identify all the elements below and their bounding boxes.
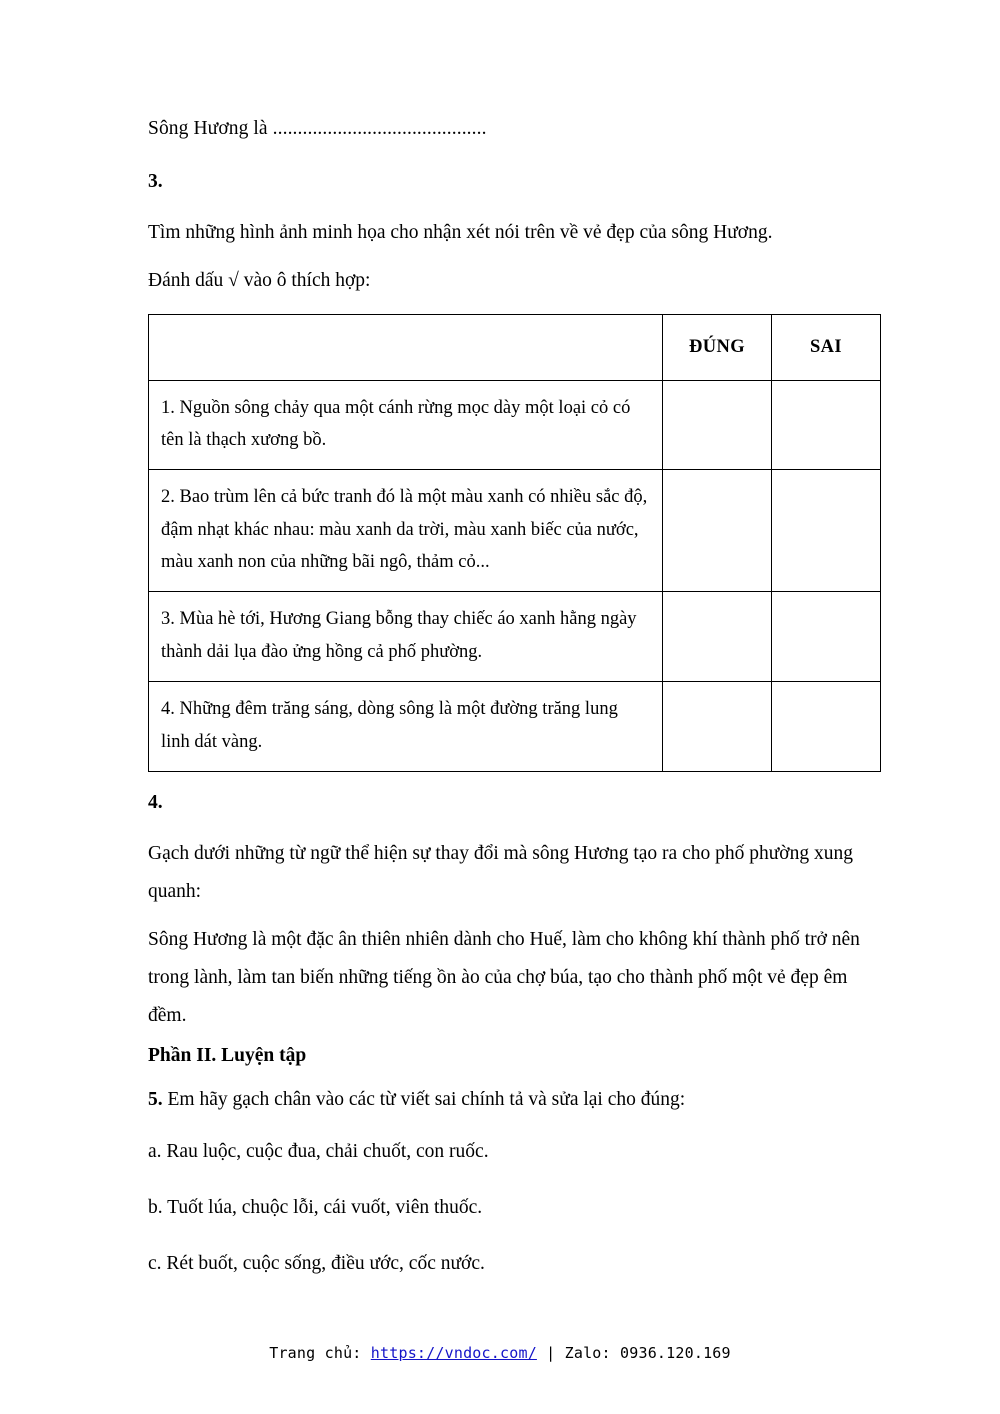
dung-checkbox-cell[interactable] xyxy=(663,592,772,682)
table-row xyxy=(149,592,881,682)
footer-prefix: Trang chủ: xyxy=(269,1344,371,1362)
intro-fill-in-line: Sông Hương là ........................................... xyxy=(148,118,487,139)
table-header-sai: SAI xyxy=(772,315,881,380)
true-false-table-wrapper xyxy=(148,314,860,772)
page-footer xyxy=(0,1344,1000,1362)
table-row xyxy=(149,470,881,592)
list-item: b. Tuốt lúa, chuộc lỗi, cái vuốt, viên thuốc. xyxy=(148,1197,483,1219)
table-header-row xyxy=(149,315,881,380)
table-header-dung: ĐÚNG xyxy=(663,315,772,380)
sai-checkbox-cell[interactable] xyxy=(772,592,881,682)
question-5-number: 5. xyxy=(148,1089,163,1110)
statement-cell: 3. Mùa hè tới, Hương Giang bỗng thay chiếc áo xanh hằng ngày thành dải lụa đào ửng hồng cả phố phường. xyxy=(149,592,663,682)
sai-checkbox-cell[interactable] xyxy=(772,470,881,592)
question-5 xyxy=(148,1081,860,1119)
sai-checkbox-cell[interactable] xyxy=(772,682,881,772)
dung-checkbox-cell[interactable] xyxy=(663,682,772,772)
table-row xyxy=(149,380,881,470)
statement-cell: 2. Bao trùm lên cả bức tranh đó là một màu xanh có nhiều sắc độ, đậm nhạt khác nhau: màu xanh da trời, màu xanh biếc của nước, màu xanh non của những bãi ngô, thảm cỏ... xyxy=(149,470,663,592)
question-3-prompt-line-2: Đánh dấu √ vào ô thích hợp: xyxy=(148,270,371,292)
sai-checkbox-cell[interactable] xyxy=(772,380,881,470)
question-3-prompt-line-1: Tìm những hình ảnh minh họa cho nhận xét nói trên về vẻ đẹp của sông Hương. xyxy=(148,222,773,244)
list-item: a. Rau luộc, cuộc đua, chải chuốt, con ruốc. xyxy=(148,1141,489,1163)
question-4-prompt: Gạch dưới những từ ngữ thể hiện sự thay đổi mà sông Hương tạo ra cho phố phường xung quanh: xyxy=(148,842,853,902)
question-4-number: 4. xyxy=(148,791,163,813)
question-5-text: Em hãy gạch chân vào các từ viết sai chính tả và sửa lại cho đúng: xyxy=(167,1089,686,1110)
footer-link[interactable]: https://vndoc.com/ xyxy=(370,1344,537,1362)
table-header-statement xyxy=(149,315,663,380)
dung-checkbox-cell[interactable] xyxy=(663,380,772,470)
true-false-table xyxy=(148,314,881,772)
question-4-passage: Sông Hương là một đặc ân thiên nhiên dành cho Huế, làm cho không khí thành phố trở nên trong lành, làm tan biến những tiếng ồn ào của chợ búa, tạo cho thành phố một vẻ đẹp êm đềm. xyxy=(148,928,860,1026)
statement-cell: 1. Nguồn sông chảy qua một cánh rừng mọc dày một loại cỏ có tên là thạch xương bồ. xyxy=(149,380,663,470)
question-3-number: 3. xyxy=(148,171,163,193)
statement-cell: 4. Những đêm trăng sáng, dòng sông là một đường trăng lung linh dát vàng. xyxy=(149,682,663,772)
part-2-title: Phần II. Luyện tập xyxy=(148,1045,307,1066)
table-row xyxy=(149,682,881,772)
dung-checkbox-cell[interactable] xyxy=(663,470,772,592)
footer-suffix: | Zalo: 0936.120.169 xyxy=(536,1344,731,1362)
list-item: c. Rét buốt, cuộc sống, điều ước, cốc nước. xyxy=(148,1253,485,1275)
